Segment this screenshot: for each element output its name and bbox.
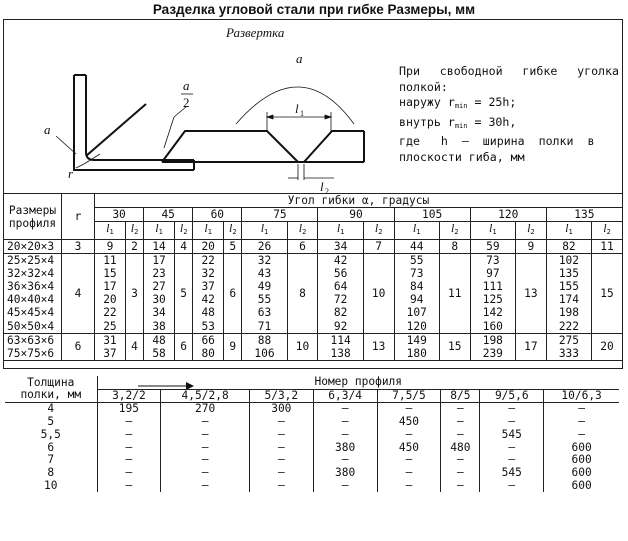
value-cell: 5 [175, 254, 193, 334]
value-cell: 114 138 [318, 333, 363, 360]
value-cell: – [441, 454, 480, 467]
value-cell: – [97, 454, 161, 467]
value-cell: – [480, 442, 544, 455]
value-cell: 66 80 [193, 333, 224, 360]
r-cell: 4 [62, 254, 95, 334]
value-cell: 380 [313, 442, 377, 455]
value-cell: 20 [592, 333, 623, 360]
value-cell: – [249, 416, 313, 429]
thickness-cell: 7 [5, 454, 97, 467]
value-cell: 450 [377, 416, 441, 429]
note-line-2: полкой: [399, 79, 448, 94]
value-cell: 600 [571, 453, 592, 467]
value-cell: 6 [175, 333, 193, 360]
angle-header: 90 [318, 208, 394, 222]
table-row [5, 429, 619, 442]
value-cell: 6 [287, 240, 318, 254]
angle-header: 105 [394, 208, 470, 222]
figure-caption: Развертка [226, 25, 285, 40]
l1-header: $l_1$ [242, 222, 287, 240]
value-cell: 3 [125, 254, 143, 334]
angle-drawing [4, 20, 396, 194]
l1-header: $l_1$ [193, 222, 224, 240]
angle-header: 75 [242, 208, 318, 222]
bent-angle-profile [74, 75, 194, 170]
value-cell: – [313, 480, 377, 493]
value-cell: 10 [287, 333, 318, 360]
value-cell: 11 [592, 240, 623, 254]
value-cell: 42 56 64 72 82 92 [318, 254, 363, 334]
value-cell: 2 [125, 240, 143, 254]
label-l2-sub: 2 [325, 187, 329, 194]
value-cell: – [97, 429, 161, 442]
value-cell: 195 [97, 403, 161, 416]
profile-number-header: 8/5 [441, 389, 480, 403]
value-cell: – [161, 429, 250, 442]
value-cell: – [441, 467, 480, 480]
thickness-cell: 10 [5, 480, 97, 493]
value-cell: 275 333 [546, 333, 591, 360]
label-l1-sub: 1 [300, 109, 304, 118]
value-cell: 4 [125, 333, 143, 360]
value-cell: – [578, 402, 585, 416]
value-cell: 450 [377, 442, 441, 455]
value-cell: – [441, 403, 480, 416]
bend-line [86, 104, 146, 156]
l2-header: $l_2$ [175, 222, 193, 240]
value-cell: 34 [318, 240, 363, 254]
note-line-5: где h – ширина полки в [399, 134, 595, 148]
value-cell: – [377, 467, 441, 480]
value-cell: – [161, 442, 250, 455]
value-cell: – [97, 442, 161, 455]
l1-header: $l_1$ [144, 222, 175, 240]
value-cell: – [480, 416, 544, 429]
label-a-half-den: 2 [183, 95, 190, 110]
value-cell: 32 43 49 55 63 71 [242, 254, 287, 334]
value-cell: – [441, 429, 480, 442]
profile-number-header: 9/5,6 [480, 389, 544, 403]
page-title: Разделка угловой стали при гибке Размеры, мм [152, 2, 476, 17]
profile-number-header: 5/3,2 [249, 389, 313, 403]
value-cell: – [441, 480, 480, 493]
value-cell: 13 [515, 254, 546, 334]
value-cell: – [578, 415, 585, 429]
value-cell: – [161, 416, 250, 429]
r-cell: 3 [62, 240, 95, 254]
value-cell: – [161, 467, 250, 480]
value-cell: 20 [193, 240, 224, 254]
header-profile: Размеры профиля [4, 194, 62, 240]
value-cell: 88 106 [242, 333, 287, 360]
label-a-half-num: a [183, 78, 190, 93]
table-row [5, 442, 619, 455]
thickness-cell: 5,5 [5, 429, 97, 442]
l2-header: $l_2$ [125, 222, 143, 240]
l1-header: $l_1$ [318, 222, 363, 240]
value-cell: 300 [249, 403, 313, 416]
dimension-lines [164, 87, 354, 180]
bend-table [3, 193, 623, 361]
l1-header: $l_1$ [95, 222, 126, 240]
value-cell: 13 [363, 333, 394, 360]
l1-header: $l_1$ [470, 222, 515, 240]
value-cell: – [377, 480, 441, 493]
value-cell: 82 [546, 240, 591, 254]
value-cell: – [249, 480, 313, 493]
thickness-cell: 5 [5, 416, 97, 429]
value-cell: – [97, 480, 161, 493]
table-row [5, 416, 619, 429]
value-cell: 17 23 27 30 34 38 [144, 254, 175, 334]
value-cell: 9 [515, 240, 546, 254]
value-cell: 55 73 84 94 107 120 [394, 254, 439, 334]
value-cell: – [441, 416, 480, 429]
l2-header: $l_2$ [592, 222, 623, 240]
value-cell: – [578, 427, 585, 441]
value-cell: 26 [242, 240, 287, 254]
value-cell: 545 [480, 429, 544, 442]
r-leader [76, 164, 84, 168]
value-cell: 9 [95, 240, 126, 254]
value-cell: 5 [224, 240, 242, 254]
l1-header: $l_1$ [546, 222, 591, 240]
value-cell: – [249, 442, 313, 455]
value-cell: – [249, 467, 313, 480]
table-row [4, 333, 623, 360]
thickness-cell: 4 [5, 403, 97, 416]
value-cell: 48 58 [144, 333, 175, 360]
table-row [5, 467, 619, 480]
value-cell: 31 37 [95, 333, 126, 360]
value-cell: – [377, 429, 441, 442]
profile-table [5, 376, 619, 492]
value-cell: – [249, 429, 313, 442]
note-line-3: наружу $r_{min} = 25h$; [399, 95, 517, 110]
figure-and-table-frame [3, 19, 623, 369]
value-cell: 15 [592, 254, 623, 334]
label-a: a [44, 122, 51, 137]
profile-number-header: 4,5/2,8 [161, 389, 250, 403]
value-cell: – [97, 416, 161, 429]
value-cell: 15 [439, 333, 470, 360]
value-cell: 545 [480, 467, 544, 480]
header-number: Номер профиля [97, 376, 619, 389]
header-r: r [62, 194, 95, 240]
bending-note [399, 64, 619, 165]
value-cell: 480 [441, 442, 480, 455]
profile-number-header: 10/6,3 [544, 389, 619, 403]
value-cell: – [161, 480, 250, 493]
angle-header: 45 [144, 208, 193, 222]
value-cell: – [480, 480, 544, 493]
value-cell: 600 [571, 465, 592, 479]
value-cell: – [313, 429, 377, 442]
value-cell: 22 32 37 42 48 53 [193, 254, 224, 334]
profile-number-header: 7,5/5 [377, 389, 441, 403]
value-cell: 600 [571, 478, 592, 492]
value-cell: 7 [363, 240, 394, 254]
value-cell: 149 180 [394, 333, 439, 360]
value-cell: 59 [470, 240, 515, 254]
table-row [4, 240, 623, 254]
l2-header: $l_2$ [287, 222, 318, 240]
value-cell: 8 [287, 254, 318, 334]
value-cell: 102 135 155 174 198 222 [546, 254, 591, 334]
value-cell: 198 239 [470, 333, 515, 360]
note-line-6: плоскости гиба, мм [399, 149, 525, 164]
label-l2: l [320, 179, 324, 194]
value-cell: – [480, 403, 544, 416]
angle-header: 30 [95, 208, 144, 222]
table-row [5, 403, 619, 416]
profile-number-header: 3,2/2 [97, 389, 161, 403]
angle-header: 120 [470, 208, 546, 222]
value-cell: 6 [224, 254, 242, 334]
l2-header: $l_2$ [439, 222, 470, 240]
header-thickness: Толщина полки, мм [5, 376, 97, 403]
note-line-4: внутрь $r_{min} = 30h$, [399, 114, 517, 130]
l2-header: $l_2$ [363, 222, 394, 240]
value-cell: – [161, 454, 250, 467]
value-cell: 8 [439, 240, 470, 254]
value-cell: – [313, 403, 377, 416]
value-cell: – [377, 403, 441, 416]
value-cell: 380 [313, 467, 377, 480]
thickness-cell: 8 [5, 467, 97, 480]
value-cell: 9 [224, 333, 242, 360]
value-cell: 14 [144, 240, 175, 254]
angle-header: 135 [546, 208, 622, 222]
profile-cell: 63×63×6 75×75×6 [4, 333, 62, 360]
label-r: r [68, 166, 74, 181]
label-arc-a: a [296, 51, 303, 66]
value-cell: 11 15 17 20 22 25 [95, 254, 126, 334]
note-line-1: При свободной гибке уголка [399, 64, 619, 78]
l2-header: $l_2$ [224, 222, 242, 240]
value-cell: 270 [161, 403, 250, 416]
value-cell: 10 [363, 254, 394, 334]
value-cell: 73 97 111 125 142 160 [470, 254, 515, 334]
header-angle: Угол гибки α, градусы [95, 194, 623, 208]
value-cell: – [377, 454, 441, 467]
value-cell: 4 [175, 240, 193, 254]
unfolded-strip [162, 131, 364, 162]
value-cell: 11 [439, 254, 470, 334]
value-cell: 44 [394, 240, 439, 254]
table-row [5, 454, 619, 467]
r-cell: 6 [62, 333, 95, 360]
profile-table-wrap [5, 376, 621, 492]
thickness-cell: 6 [5, 442, 97, 455]
angle-header: 60 [193, 208, 242, 222]
profile-cell: 20×20×3 [4, 240, 62, 254]
profile-cell: 25×25×4 32×32×4 36×36×4 40×40×4 45×45×4 50×50×4 [4, 254, 62, 334]
table-row [4, 254, 623, 334]
value-cell: 600 [571, 440, 592, 454]
label-l1: l [295, 101, 299, 116]
bending-figure [4, 20, 624, 194]
l1-header: $l_1$ [394, 222, 439, 240]
profile-number-header: 6,3/4 [313, 389, 377, 403]
value-cell: – [313, 416, 377, 429]
value-cell: – [249, 454, 313, 467]
value-cell: – [480, 454, 544, 467]
table-row [5, 480, 619, 493]
l2-header: $l_2$ [515, 222, 546, 240]
value-cell: – [97, 467, 161, 480]
value-cell: 17 [515, 333, 546, 360]
value-cell: – [313, 454, 377, 467]
